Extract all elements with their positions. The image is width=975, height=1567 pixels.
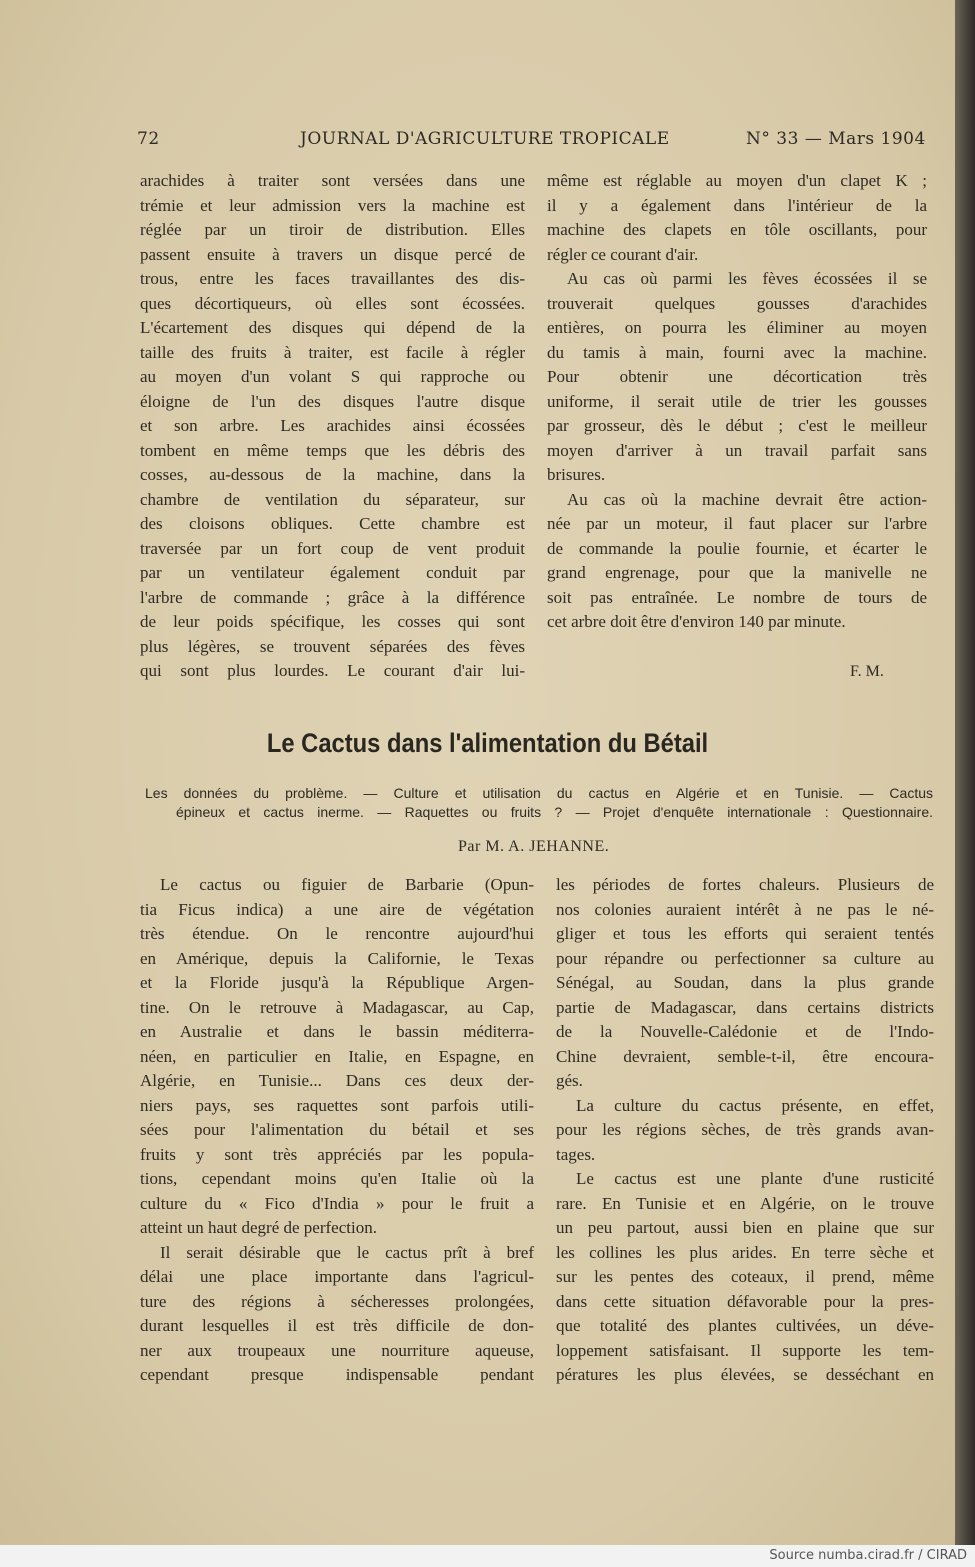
- text-line: trous, entre les faces travaillantes des dis-: [140, 269, 525, 288]
- text-line: traversée par un fort coup de vent produit: [140, 538, 525, 558]
- text-line: par un ventilateur également conduit par: [140, 563, 525, 582]
- text-line: tia Ficus indica) a une aire de végétation: [140, 899, 534, 919]
- text-line: nos colonies auraient intérêt à ne pas le né-: [556, 899, 934, 919]
- text-line: des cloisons obliques. Cette chambre est: [140, 514, 525, 533]
- article-summary-2: épineux et cactus inerme. — Raquettes ou fruits ? — Projet d'enquête internationale : Questionnaire.: [176, 804, 933, 820]
- text-line: par grosseur, dès le début ; c'est le meilleur: [547, 416, 927, 435]
- text-line: Algérie, en Tunisie... Dans ces deux der-: [140, 1071, 534, 1090]
- text-line: arachides à traiter sont versées dans une: [140, 171, 525, 190]
- text-line: trémie et leur admission vers la machine est: [140, 195, 525, 215]
- text-line: chambre de ventilation du séparateur, sur: [140, 489, 525, 509]
- text-line: Le cactus est une plante d'une rusticité: [576, 1169, 934, 1188]
- text-line: ture des régions à sécheresses prolongées,: [140, 1291, 534, 1311]
- article-summary-1: Les données du problème. — Culture et utilisation du cactus en Algérie et en Tunisie. — Cactus: [145, 785, 933, 801]
- text-line: gés.: [556, 1071, 583, 1090]
- text-line: et la Floride jusqu'à la République Argen-: [140, 973, 534, 992]
- journal-title: JOURNAL D'AGRICULTURE TROPICALE: [300, 129, 670, 149]
- text-line: pour les régions sèches, de très grands avan-: [556, 1120, 934, 1139]
- text-line: niers pays, ses raquettes sont parfois utili-: [140, 1095, 534, 1115]
- text-line: entières, on pourra les éliminer au moyen: [547, 318, 927, 337]
- binding-edge: [955, 0, 975, 1545]
- text-line: de la Nouvelle-Calédonie et de l'Indo-: [556, 1022, 934, 1041]
- text-line: Sénégal, au Soudan, dans la plus grande: [556, 973, 934, 992]
- text-line: taille des fruits à traiter, est facile à régler: [140, 342, 525, 362]
- text-line: dans cette situation défavorable pour la pres-: [556, 1291, 934, 1311]
- page-number: 72: [137, 129, 160, 149]
- signature: F. M.: [850, 663, 884, 680]
- text-line: soit pas entraînée. Le nombre de tours de: [547, 587, 927, 607]
- text-line: les périodes de fortes chaleurs. Plusieurs de: [556, 875, 934, 894]
- column-bottom-left: [140, 873, 534, 1388]
- text-line: cet arbre doit être d'environ 140 par minute.: [547, 612, 846, 631]
- text-line: très étendue. On le rencontre aujourd'hui: [140, 924, 534, 943]
- text-line: grand engrenage, pour que la manivelle ne: [547, 563, 927, 582]
- text-line: au moyen d'un volant S qui rapproche ou: [140, 367, 525, 386]
- text-line: en Amérique, depuis la Californie, le Texas: [140, 948, 534, 968]
- text-line: pour répandre ou perfectionner sa culture au: [556, 948, 934, 968]
- text-line: durant lesquelles il est très difficile de don-: [140, 1316, 534, 1335]
- text-line: Au cas où parmi les fèves écossées il se: [567, 269, 927, 288]
- text-line: uniforme, il serait utile de trier les gousses: [547, 391, 927, 411]
- text-line: régler ce courant d'air.: [547, 244, 699, 264]
- text-line: tombent en même temps que les débris des: [140, 440, 525, 460]
- text-line: tions, cependant moins qu'en Italie où la: [140, 1169, 534, 1188]
- column-top-left: [140, 169, 525, 684]
- issue-date: N° 33 — Mars 1904: [746, 129, 926, 149]
- source-credit: Source numba.cirad.fr / CIRAD: [769, 1548, 967, 1563]
- text-line: gliger et tous les efforts qui seraient tentés: [556, 924, 934, 943]
- text-line: sur les pentes des coteaux, il prend, même: [556, 1267, 934, 1286]
- text-line: réglée par un tiroir de distribution. Elles: [140, 220, 525, 239]
- text-line: cosses, au-dessous de la machine, dans la: [140, 465, 525, 484]
- text-line: L'écartement des disques qui dépend de la: [140, 318, 525, 337]
- text-line: fruits y sont très appréciés par les popula-: [140, 1144, 534, 1164]
- article-title: Le Cactus dans l'alimentation du Bétail: [266, 728, 709, 758]
- text-line: machine des clapets en tôle oscillants, pour: [547, 220, 927, 239]
- text-line: Au cas où la machine devrait être action-: [567, 489, 927, 509]
- text-line: un peu partout, aussi bien en plaine que sur: [556, 1218, 934, 1237]
- article-byline: Par M. A. JEHANNE.: [458, 838, 610, 855]
- text-line: Il serait désirable que le cactus prît à bref: [160, 1242, 534, 1262]
- text-line: même est réglable au moyen d'un clapet K ;: [547, 171, 927, 190]
- text-line: qui sont plus lourdes. Le courant d'air lui-: [140, 661, 525, 680]
- text-line: Chine devraient, semble-t-il, être encoura-: [556, 1046, 934, 1066]
- text-line: ner aux troupeaux une nourriture aqueuse,: [140, 1340, 534, 1360]
- text-line: pératures les plus élevées, se desséchant en: [556, 1365, 934, 1384]
- text-line: l'arbre de commande ; grâce à la différence: [140, 587, 525, 607]
- text-line: il y a également dans l'intérieur de la: [547, 195, 927, 215]
- text-line: tine. On le retrouve à Madagascar, au Cap,: [140, 997, 534, 1017]
- column-top-right: [547, 169, 927, 635]
- text-line: délai une place importante dans l'agricul-: [140, 1267, 534, 1286]
- text-line: de commande la poulie fournie, et écarter le: [547, 538, 927, 558]
- text-line: ques décortiqueurs, où elles sont écossées.: [140, 293, 525, 313]
- text-line: de leur poids spécifique, les cosses qui sont: [140, 612, 525, 631]
- text-line: moyen d'arriver à un travail parfait sans: [547, 440, 927, 460]
- text-line: les collines les plus arides. En terre sèche et: [556, 1242, 934, 1262]
- text-line: plus légères, se trouvent séparées des fèves: [140, 636, 525, 656]
- text-line: loppement satisfaisant. Il supporte les tem-: [556, 1340, 934, 1360]
- text-line: que totalité des plantes cultivées, un déve-: [556, 1316, 934, 1335]
- text-line: du tamis à main, fourni avec la machine.: [547, 342, 927, 362]
- text-line: culture du « Fico d'India » pour le fruit a: [140, 1193, 534, 1213]
- text-line: Le cactus ou figuier de Barbarie (Opun-: [160, 875, 534, 894]
- text-line: partie de Madagascar, dans certains districts: [556, 997, 934, 1017]
- text-line: brisures.: [547, 465, 606, 484]
- column-bottom-right: [556, 873, 934, 1388]
- text-line: tages.: [556, 1144, 596, 1164]
- text-line: passent ensuite à travers un disque percé de: [140, 244, 525, 264]
- text-line: rare. En Tunisie et en Algérie, on le trouve: [556, 1193, 934, 1213]
- text-line: sées pour l'alimentation du bétail et ses: [140, 1120, 534, 1139]
- text-line: néen, en particulier en Italie, en Espagne, en: [140, 1046, 534, 1066]
- text-line: et son arbre. Les arachides ainsi écossées: [140, 416, 525, 435]
- text-line: éloigne de l'un des disques l'autre disque: [140, 391, 525, 411]
- text-line: La culture du cactus présente, en effet,: [576, 1095, 934, 1115]
- text-line: Pour obtenir une décortication très: [547, 367, 927, 386]
- text-line: en Australie et dans le bassin méditerra-: [140, 1022, 534, 1041]
- text-line: née par un moteur, il faut placer sur l'arbre: [547, 514, 927, 533]
- text-line: atteint un haut degré de perfection.: [140, 1218, 377, 1237]
- text-line: cependant presque indispensable pendant: [140, 1365, 534, 1384]
- text-line: trouverait quelques gousses d'arachides: [547, 293, 927, 313]
